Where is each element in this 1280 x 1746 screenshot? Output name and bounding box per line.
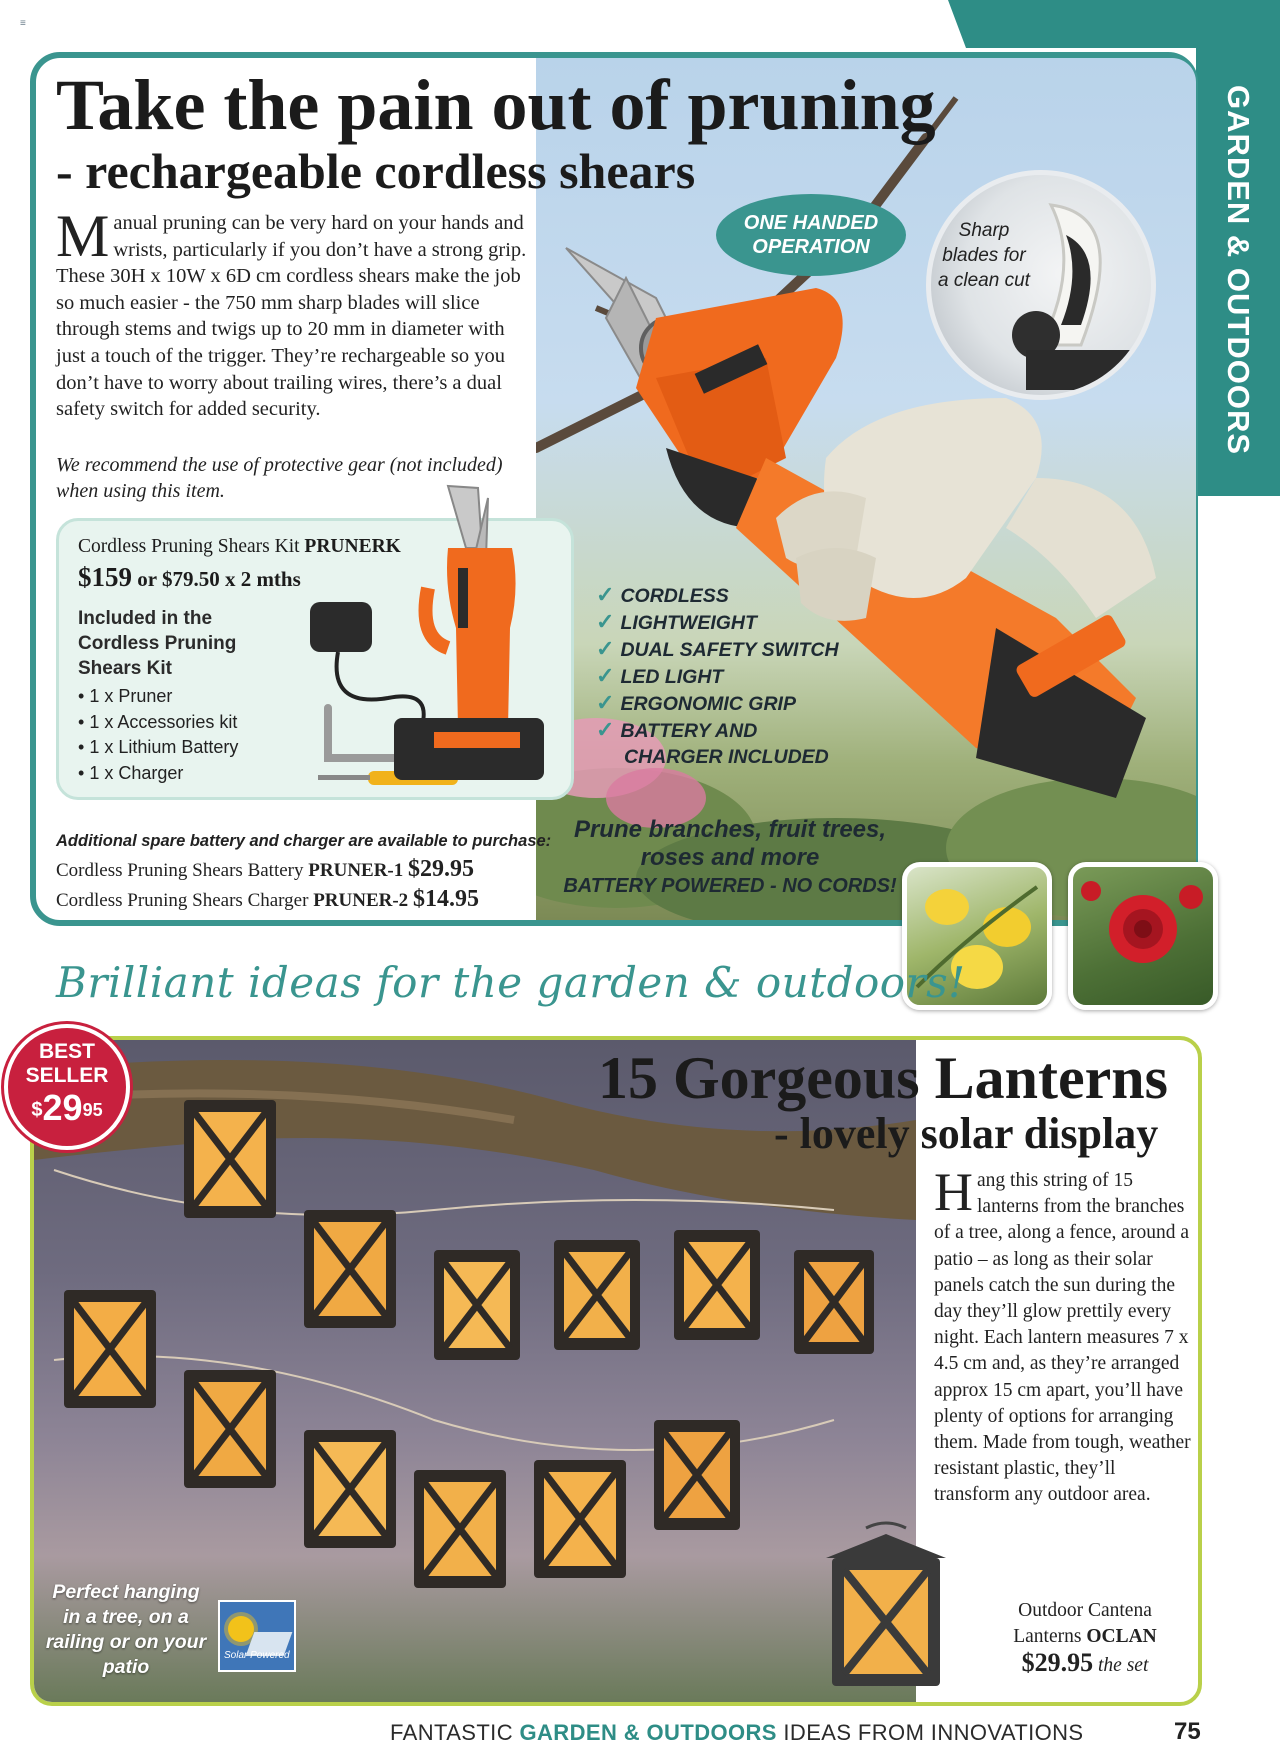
one-handed-callout [716,194,906,276]
section-heading: Brilliant ideas for the garden & outdoors! [56,958,966,1007]
single-lantern-image [806,1518,966,1698]
kit-installment: or $79.50 x 2 mths [137,567,301,591]
spare-battery-row [56,856,474,883]
lanterns-product-code: OCLAN [1086,1626,1157,1647]
spare-charger-code: PRUNER-2 [313,890,409,911]
lanterns-body-text: ang this string of 15 lanterns from the branches of a tree, along a fence, around a patio – as long as their solar panels catch the sun during the day they’ll glow prettily every night. Each lantern measures 7 x 4.5 cm and, as they’re arranged approx 15 cm apart, you’ll have plenty of options for arranging them. Made from tough, weather resistant plastic, they’ll transform any outdoor area. [934,1170,1191,1506]
check-icon: ✓ [596,690,615,715]
lanterns-title: 15 Gorgeous Lanterns [598,1045,1168,1111]
check-icon: ✓ [596,717,615,742]
spare-battery-name: Cordless Pruning Shears Battery [56,860,304,881]
pruning-body-text: anual pruning can be very hard on your hands and wrists, particularly if you don’t have a strong grip. These 30H x 10W x 6D cm cordless shears make the job so much easier - the 750 mm sharp blades will slice through stems and twigs up to 20 mm in diameter with just a touch of the trigger. They’re rechargeable so you don’t have to worry about trailing wires, there’s a dual safety switch for added security. [56,212,527,421]
footer-highlight: GARDEN & OUTDOORS [519,1720,777,1745]
lanterns-subtitle: - lovely solar display [774,1109,1159,1158]
list-item: • 1 x Pruner [78,684,238,710]
rose-image [1073,867,1213,1005]
feature-item: ✓ CORDLESS [596,582,729,607]
lanterns-product-name: Outdoor Cantena Lanterns [1013,1600,1152,1647]
prune-caption [560,816,900,900]
feature-item: CHARGER INCLUDED [624,746,829,768]
footer-text [390,1720,1084,1746]
check-icon: ✓ [596,609,615,634]
page-number: 75 [1174,1718,1201,1745]
list-item: • 1 x Accessories kit [78,710,238,736]
list-item: • 1 x Lithium Battery [78,735,238,761]
spare-parts-heading: Additional spare battery and charger are available to purchase: [56,832,552,850]
section-tab-label: GARDEN & OUTDOORS [1221,84,1256,456]
feature-item: ✓ ERGONOMIC GRIP [596,690,796,715]
perfect-hanging-caption: Perfect hanging in a tree, on a railing or on your patio [45,1581,207,1678]
check-icon: ✓ [596,636,615,661]
feature-list [596,582,839,770]
kit-price [78,562,301,593]
one-handed-text: ONE HANDED OPERATION [743,212,879,258]
spare-charger-row [56,886,479,913]
badge-price: $^{\$}29^{95}$ [31,1087,103,1128]
best-seller-badge [4,1024,130,1150]
lanterns-product [990,1598,1180,1679]
feature-item: ✓ LIGHTWEIGHT [596,609,757,634]
kit-illustration [298,478,558,800]
feature-item: ✓ DUAL SAFETY SWITCH [596,636,839,661]
section-tab [1196,44,1280,496]
pruning-description [56,203,536,423]
lanterns-price: $29.95 [1021,1648,1094,1677]
spare-charger-price: $14.95 [412,886,479,912]
prune-line: Prune branches, fruit trees, roses and more [573,816,887,871]
solar-label: Solar Powered [224,1650,290,1661]
footer-suffix: IDEAS FROM INNOVATIONS [783,1720,1084,1745]
kit-price-value: $159 [78,562,132,592]
pruning-recommendation: We recommend the use of protective gear (not included) when using this item. [56,454,503,502]
header-tab [948,0,1280,48]
kit-name-text: Cordless Pruning Shears Kit [78,536,300,557]
corner-mark: ≡ [20,18,26,29]
sharp-blades-text: Sharp blades for a clean cut [938,220,1030,291]
lanterns-drop-cap: H [934,1162,973,1222]
battery-line: BATTERY POWERED - NO CORDS! [563,875,897,897]
badge-label: BEST SELLER [25,1040,109,1087]
feature-item: ✓ LED LIGHT [596,663,724,688]
lanterns-price-suffix: the set [1098,1655,1149,1676]
kit-code: PRUNERK [304,536,401,557]
sun-icon [228,1616,254,1642]
included-list [78,684,238,786]
rose-thumbnail [1068,862,1218,1010]
list-item: • 1 x Charger [78,761,238,787]
spare-battery-code: PRUNER-1 [308,860,404,881]
lanterns-description [934,1162,1196,1509]
included-heading: Included in the Cordless Pruning Shears Kit [78,608,237,679]
check-icon: ✓ [596,582,615,607]
spare-battery-price: $29.95 [408,856,475,882]
pruning-title: Take the pain out of pruning [56,65,936,145]
footer-prefix: FANTASTIC [390,1720,513,1745]
spare-charger-name: Cordless Pruning Shears Charger [56,890,309,911]
pruning-subtitle: - rechargeable cordless shears [56,143,696,199]
check-icon: ✓ [596,663,615,688]
feature-item: ✓ BATTERY AND [596,717,758,742]
solar-powered-icon [218,1600,296,1672]
pruning-drop-cap: M [56,203,110,269]
